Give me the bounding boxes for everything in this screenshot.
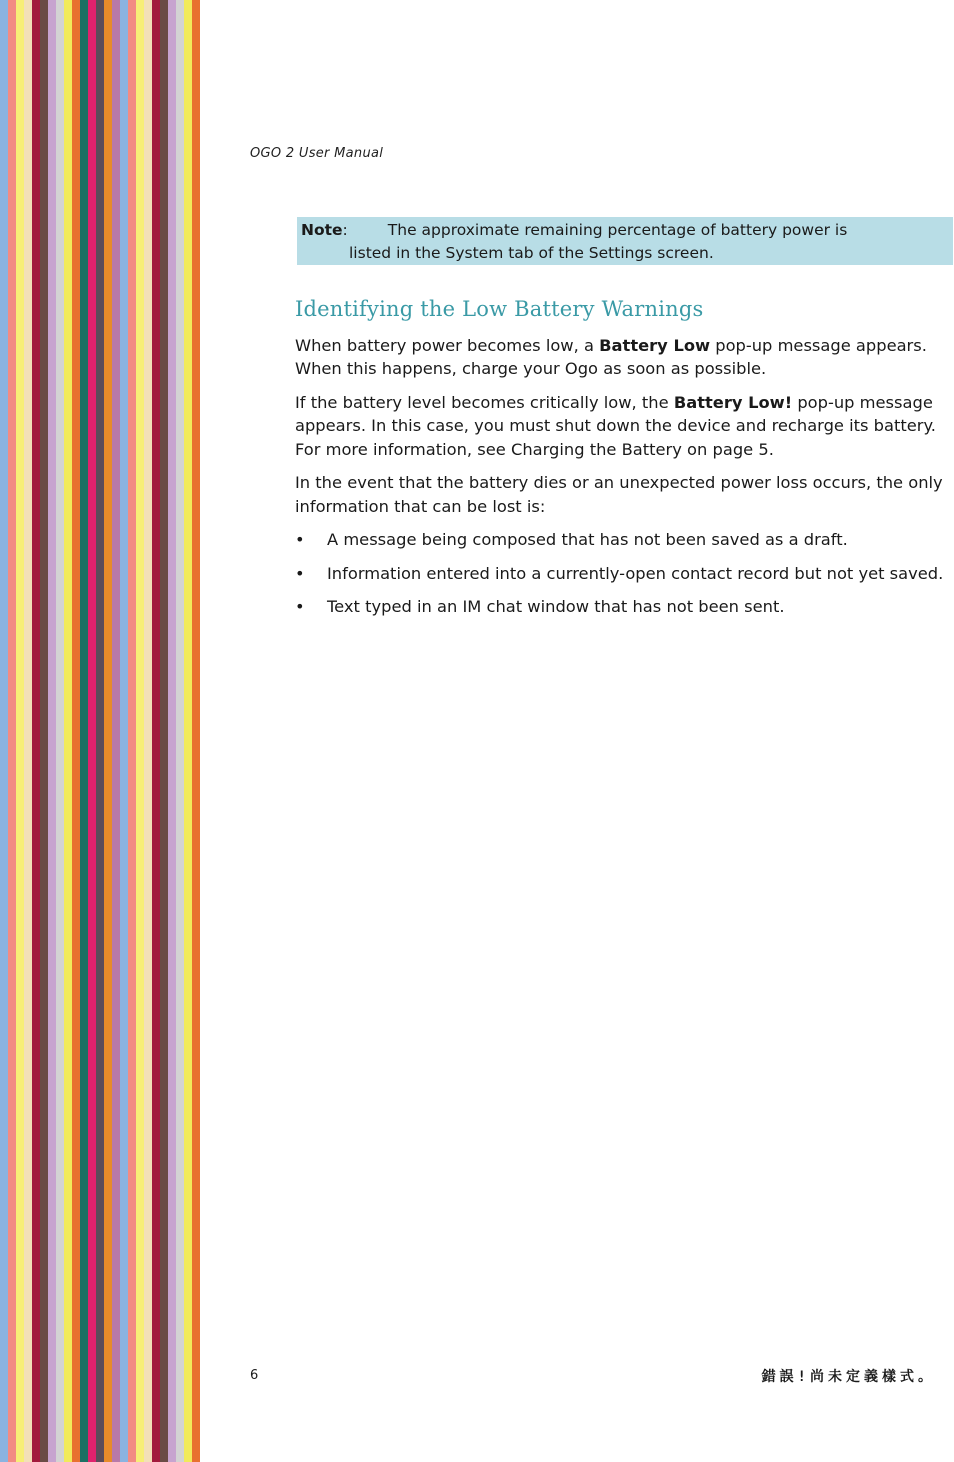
stripe (112, 0, 120, 1462)
stripe (160, 0, 168, 1462)
stripe (120, 0, 128, 1462)
note-line-1: The approximate remaining percentage of battery power is (387, 221, 848, 239)
stripe (32, 0, 40, 1462)
stripe (168, 0, 176, 1462)
stripe (72, 0, 80, 1462)
paragraph-2: If the battery level becomes critically low, the Battery Low! pop-up message appears. In this case, you must shut down the device and recharge its battery. For more information, see Charging the Battery on page 5. (295, 392, 936, 459)
stripe (48, 0, 56, 1462)
stripe (192, 0, 200, 1462)
list-item: • Text typed in an IM chat window that has not been sent. (295, 595, 954, 619)
note-colon: : (342, 221, 348, 239)
note-box (297, 217, 953, 265)
note-label: Note (301, 221, 343, 239)
stripe (88, 0, 96, 1462)
stripe (64, 0, 72, 1462)
stripe (0, 0, 8, 1462)
stripe (40, 0, 48, 1462)
running-header: OGO 2 User Manual (250, 146, 384, 161)
stripe (128, 0, 136, 1462)
bullet-icon: • (295, 597, 305, 616)
list-item: • Information entered into a currently-open contact record but not yet saved. (295, 562, 954, 586)
battery-low-critical-term: Battery Low! (673, 392, 793, 412)
page-number: 6 (250, 1368, 259, 1383)
note-line-2: listed in the System tab of the Settings screen. (349, 244, 714, 262)
list-item: • A message being composed that has not been saved as a draft. (295, 528, 954, 552)
battery-low-term: Battery Low (599, 335, 711, 355)
stripe (8, 0, 16, 1462)
paragraph-3: In the event that the battery dies or an unexpected power loss occurs, the only information that can be lost is: (295, 473, 943, 516)
stripe (136, 0, 144, 1462)
paragraph-1: When battery power becomes low, a Battery Low pop-up message appears. When this happens, charge your Ogo as soon as possible. (295, 335, 927, 378)
section-content (295, 298, 954, 629)
stripe (24, 0, 32, 1462)
footer-error-text: 錯誤!尚未定義樣式。 (761, 1369, 936, 1385)
stripe (56, 0, 64, 1462)
stripe (80, 0, 88, 1462)
stripe (176, 0, 184, 1462)
decorative-stripes (0, 0, 200, 1462)
bullet-icon: • (295, 530, 305, 549)
bullet-icon: • (295, 563, 305, 583)
stripe (96, 0, 104, 1462)
stripe (144, 0, 152, 1462)
section-heading: Identifying the Low Battery Warnings (295, 297, 704, 321)
stripe (152, 0, 160, 1462)
stripe (184, 0, 192, 1462)
stripe (104, 0, 112, 1462)
stripe (16, 0, 24, 1462)
